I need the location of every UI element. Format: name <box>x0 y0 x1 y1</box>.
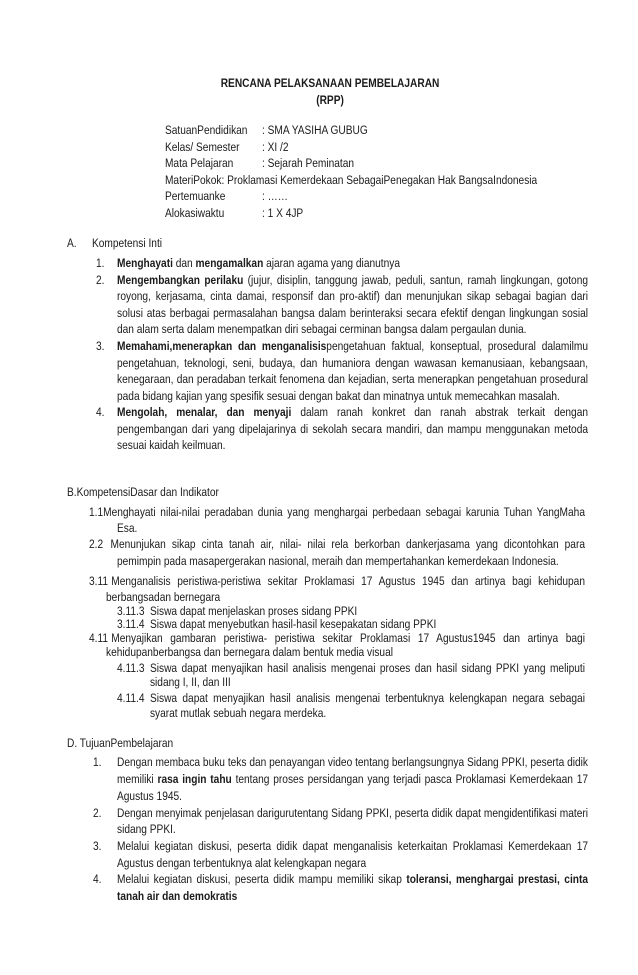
list-item <box>96 272 588 338</box>
list-number: 3. <box>92 838 102 853</box>
kd-text: Menunjukan sikap cinta tanah air, nilai- nilai rela berkorban dankerjasama yang dicontohkan para pemimpin pada masapergerakan nasional, meraih dan mempertahankan kemerdekaan Indonesia. <box>110 537 585 569</box>
indikator-number: 3.11.3 <box>117 604 145 619</box>
text-run: Dengan menyimak penjelasan darigurutentang Sidang PPKI, peserta didik dapat mengidentifikasi materi sidang PPKI. <box>117 805 589 837</box>
section-title: B.KompetensiDasar dan Indikator <box>66 485 219 500</box>
indikator-item <box>117 691 585 721</box>
list-number: 4. <box>96 405 105 420</box>
indikator-number: 3.11.4 <box>117 617 145 632</box>
list-text <box>117 404 588 454</box>
list-item <box>96 404 588 454</box>
indikator-text: Siswa dapat menjelaskan proses sidang PPKI <box>149 604 358 619</box>
text-run: (jujur, disiplin, tanggung jawab, peduli, santun, ramah lingkungan, gotong royong, kerjasama, cinta damai, responsif dan pro-aktif) dan menunjukan sikap sebagai bagian dari solusi atas berbagai permasalahan bangsa dalam berinteraksi secara efektif dengan lingkungan sosial dan alam serta dalam menempatkan diri sebagai cerminan bangsa dalam pergaulan dunia. <box>117 272 589 337</box>
text-run: dalam ranah konkret dan ranah abstrak terkait dengan pengembangan dari yang dipelajarinya di sekolah secara mandiri, dan mampu menggunakan metoda sesuai kaidah keilmuan. <box>117 405 589 453</box>
identity-row-materi-pokok <box>165 172 638 189</box>
bold-phrase: Mengolah, menalar, dan menyaji <box>117 405 292 420</box>
section-b-heading <box>67 484 638 501</box>
list-item <box>93 754 588 804</box>
section-d-heading <box>67 735 638 752</box>
tujuan-list <box>93 754 588 904</box>
kd-number: 2.2 <box>88 537 104 552</box>
text-run: Melalui kegiatan diskusi, peserta didik dapat menganalisis keterkaitan Proklamasi Kemerdekaan 17 Agustus dengan terbentuknya alat kelengkapan negara <box>117 838 589 870</box>
text-run: Dengan membaca buku teks dan penayangan video tentang berlangsungnya Sidang PPKI, peserta didik memiliki <box>117 755 589 787</box>
bold-phrase: Memahami,menerapkan dan menganalisis <box>117 338 327 353</box>
indikator-number: 4.11.3 <box>117 661 145 676</box>
identity-value: : Sejarah Peminatan <box>261 156 355 171</box>
section-a-heading <box>67 235 638 252</box>
indikator-item <box>117 618 585 631</box>
list-text <box>117 871 588 904</box>
list-number: 4. <box>92 872 102 887</box>
list-item <box>96 338 588 404</box>
list-number: 2. <box>92 805 102 820</box>
list-number: 1. <box>92 755 102 770</box>
bold-phrase: toleransi, menghargai prestasi, cinta tanah air dan demokratis <box>117 872 589 904</box>
list-text <box>117 754 588 804</box>
text-run: Melalui kegiatan diskusi, peserta didik mampu memiliki sikap <box>117 872 407 887</box>
bold-phrase: Menghayati <box>117 255 173 270</box>
identity-row-mata-pelajaran <box>165 155 638 172</box>
document-subtitle: (RPP) <box>316 93 344 107</box>
bold-phrase: mengamalkan <box>195 255 264 270</box>
kd-number: 4.11 <box>88 631 108 646</box>
identity-value: : XI /2 <box>261 139 289 154</box>
indikator-text: Siswa dapat menyajikan hasil analisis mengenai terbentuknya kelengkapan negara sebagai syarat mutlak sebuah negara merdeka. <box>149 691 585 721</box>
section-title: Kompetensi Inti <box>91 235 163 250</box>
list-text <box>117 338 588 404</box>
text-run: pengetahuan faktual, konseptual, prosedural dalamilmu pengetahuan, teknologi, seni, budaya, dan humaniora dengan wawasan kemanusiaan, kebangsaan, kenegaraan, dan peradaban terkait fenomena dan kejadian, serta menerapkan pengetahuan prosedural pada bidang kajian yang spesifik sesuai dengan bakat dan minatnya untuk memecahkan masalah. <box>117 338 589 403</box>
identity-row-satuan-pendidikan <box>165 122 638 139</box>
kd-text: Menganalisis peristiwa-peristiwa sekitar Proklamasi 17 Agustus 1945 dan artinya bagi kehidupan berbangsadan bernegara <box>106 574 585 605</box>
kd-number: 1.1 <box>88 505 104 520</box>
document-title: RENCANA PELAKSANAAN PEMBELAJARAN <box>220 76 440 90</box>
identity-label: Mata Pelajaran <box>164 156 234 171</box>
bold-phrase: rasa ingin tahu <box>157 772 232 787</box>
list-text <box>117 838 588 871</box>
identity-value: : …… <box>261 189 288 204</box>
section-title: D. TujuanPembelajaran <box>66 736 174 751</box>
kompetensi-inti-list <box>96 255 588 454</box>
kd-text: Menghayati nilai-nilai peradaban dunia yang menghargai perbedaan sebagai karunia Tuhan YangMaha Esa. <box>103 505 585 536</box>
indikator-item <box>117 661 585 689</box>
bold-phrase: Mengembangkan perilaku <box>117 272 244 287</box>
identity-value: : SMA YASIHA GUBUG <box>261 123 368 137</box>
list-item <box>93 838 588 871</box>
identity-label: Kelas/ Semester <box>164 139 240 154</box>
list-text <box>117 805 588 838</box>
kd-number: 3.11 <box>88 574 108 589</box>
identity-materi-text: MateriPokok: Proklamasi Kemerdekaan SebagaiPenegakan Hak BangsaIndonesia <box>164 172 538 187</box>
identity-label: Alokasiwaktu <box>164 205 225 220</box>
identity-label: SatuanPendidikan <box>164 123 248 137</box>
identity-value: : 1 X 4JP <box>261 205 304 220</box>
text-run: tentang proses persidangan yang terjadi pasca Proklamasi Kemerdekaan 17 Agustus 1945. <box>117 772 589 803</box>
list-item <box>96 255 588 272</box>
identity-row-alokasi-waktu <box>165 205 638 222</box>
kompetensi-dasar-item <box>89 504 585 536</box>
list-text <box>117 272 588 338</box>
kompetensi-dasar-item <box>89 631 585 659</box>
identity-row-kelas-semester <box>165 139 638 156</box>
text-run: ajaran agama yang dianutnya <box>263 255 400 270</box>
section-marker: A. <box>66 235 77 250</box>
list-item <box>93 871 588 904</box>
list-text <box>117 255 588 272</box>
kompetensi-dasar-item <box>89 573 585 605</box>
kd-text: Menyajikan gambaran peristiwa- peristiwa sekitar Proklamasi 17 Agustus1945 dan artinya bagi kehidupanberbangsa dan bernegara dalam bentuk media visual <box>106 631 585 660</box>
list-number: 2. <box>96 272 105 287</box>
list-number: 3. <box>96 338 105 353</box>
list-number: 1. <box>96 255 105 270</box>
identity-label: Pertemuanke <box>164 189 226 204</box>
list-item <box>93 805 588 838</box>
document-header <box>84 75 577 109</box>
indikator-number: 4.11.4 <box>117 691 145 706</box>
identity-block <box>165 122 638 222</box>
indikator-text: Siswa dapat menyajikan hasil analisis mengenai proses dan hasil sidang PPKI yang meliputi sidang I, II, dan III <box>149 661 585 690</box>
text-run: dan <box>172 255 196 270</box>
indikator-text: Siswa dapat menyebutkan hasil-hasil kesepakatan sidang PPKI <box>149 617 437 632</box>
identity-row-pertemuan <box>165 188 638 205</box>
kompetensi-dasar-item <box>89 536 585 570</box>
